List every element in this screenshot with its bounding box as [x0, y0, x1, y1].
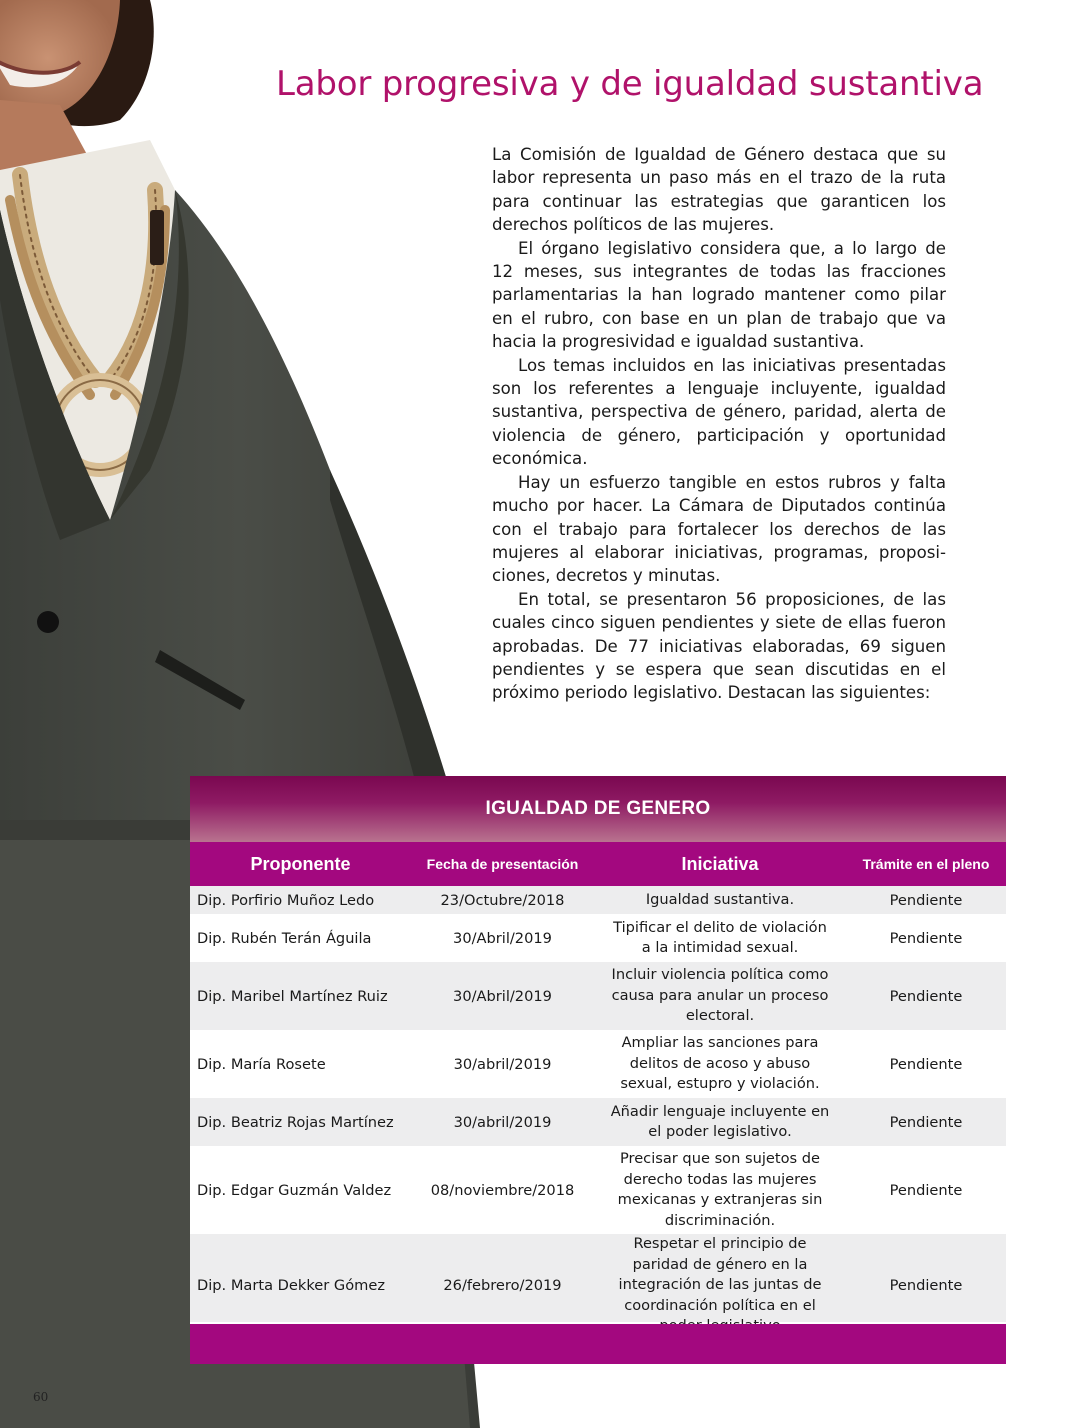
- column-header-tramite: Trámite en el pleno: [862, 856, 990, 872]
- cell-iniciativa: Precisar que son sujetos de derecho todas las mujeres mexicanas y extranjeras sin discriminación.: [617, 1150, 823, 1229]
- cell-fecha: 26/febrero/2019: [443, 1276, 562, 1294]
- cell-proponente: Dip. Porfirio Muñoz Ledo: [197, 891, 375, 909]
- column-header-proponente: Proponente: [250, 853, 351, 874]
- cell-tramite: Pendiente: [889, 1113, 963, 1131]
- cell-fecha: 30/abril/2019: [453, 1113, 552, 1131]
- cell-iniciativa: Tipificar el delito de violación a la intimidad sexual.: [613, 918, 827, 956]
- cell-tramite: Pendiente: [889, 987, 963, 1005]
- column-header-iniciativa: Iniciativa: [681, 853, 759, 874]
- body-paragraph: La Comisión de Igualdad de Género destaca que su labor representa un paso más en el trazo de la ruta para continuar las estrategias que garanticen los derechos políticos de las mujeres.: [492, 145, 946, 235]
- cell-fecha: 30/Abril/2019: [453, 987, 552, 1005]
- cell-iniciativa: Incluir violencia política como causa para anular un proceso electoral.: [611, 966, 829, 1025]
- cell-iniciativa: Igualdad sustantiva.: [645, 890, 795, 908]
- table-row: [190, 1146, 1006, 1234]
- column-header-fecha: Fecha de presentación: [426, 856, 579, 872]
- table-row: [190, 1098, 1006, 1146]
- initiatives-table: [190, 776, 1006, 1364]
- cell-tramite: Pendiente: [889, 891, 963, 909]
- page-number: 60: [33, 1390, 49, 1404]
- cell-proponente: Dip. Rubén Terán Águila: [197, 929, 372, 947]
- cell-fecha: 30/abril/2019: [453, 1055, 552, 1073]
- cell-fecha: 08/noviembre/2018: [430, 1181, 575, 1199]
- cell-tramite: Pendiente: [889, 1181, 963, 1199]
- article-title: Labor progresiva y de igualdad sustantiva: [276, 64, 984, 104]
- cell-fecha: 23/Octubre/2018: [440, 891, 565, 909]
- cell-proponente: Dip. María Rosete: [197, 1055, 326, 1073]
- cell-proponente: Dip. Maribel Martínez Ruiz: [197, 987, 388, 1005]
- cell-proponente: Dip. Marta Dekker Gómez: [197, 1276, 385, 1294]
- cell-proponente: Dip. Edgar Guzmán Valdez: [197, 1181, 392, 1199]
- table-row: [190, 914, 1006, 962]
- table-title: IGUALDAD DE GENERO: [190, 776, 1006, 842]
- cell-iniciativa: Respetar el principio de paridad de género en la integración de las juntas de coordinación política en el: [618, 1235, 822, 1314]
- cell-proponente: Dip. Beatriz Rojas Martínez: [197, 1113, 394, 1131]
- cell-tramite: Pendiente: [889, 1055, 963, 1073]
- table-row: [190, 1030, 1006, 1098]
- table-row: [190, 1234, 1006, 1322]
- table-footer-bar: [190, 1324, 1006, 1364]
- body-paragraph: En total, se presentaron 56 proposiciones, de las cuales cinco siguen pendientes y siete de ellas fueron aprobadas. De 77 iniciativas elaboradas, 69 siguen pendientes y se espera que sean discutidas en el próximo periodo legislativo. Destacan las siguientes:: [492, 589, 946, 703]
- body-paragraph: Los temas incluidos en las iniciativas presentadas son los referentes a lenguaje incluyente, igualdad sustantiva, perspectiva de género, paridad, alerta de violencia de género, participación y oportunidad económica.: [492, 355, 946, 469]
- cell-fecha: 30/Abril/2019: [453, 929, 552, 947]
- body-paragraph: El órgano legislativo considera que, a lo largo de 12 meses, sus integrantes de todas las fracciones parlamentarias la han logrado mantener como pilar en el rubro, con base en un plan de trabajo que va hacia la progresividad e igualdad sustantiva.: [492, 238, 946, 352]
- table-row: [190, 962, 1006, 1030]
- table-header-row: [190, 842, 1006, 886]
- body-paragraph: Hay un esfuerzo tangible en estos rubros y falta mucho por hacer. La Cámara de Diputados continúa con el trabajo para fortalecer los derechos de las mujeres al elaborar iniciativas, programas, proposiciones, decretos y minutas.: [492, 472, 946, 586]
- table-row: [190, 886, 1006, 914]
- cell-iniciativa: Ampliar las sanciones para delitos de acoso y abuso sexual, estupro y violación.: [620, 1034, 820, 1093]
- cell-tramite: Pendiente: [889, 929, 963, 947]
- cell-iniciativa: Añadir lenguaje incluyente en el poder legislativo.: [610, 1102, 830, 1140]
- cell-tramite: Pendiente: [889, 1276, 963, 1294]
- article-body: [492, 143, 946, 705]
